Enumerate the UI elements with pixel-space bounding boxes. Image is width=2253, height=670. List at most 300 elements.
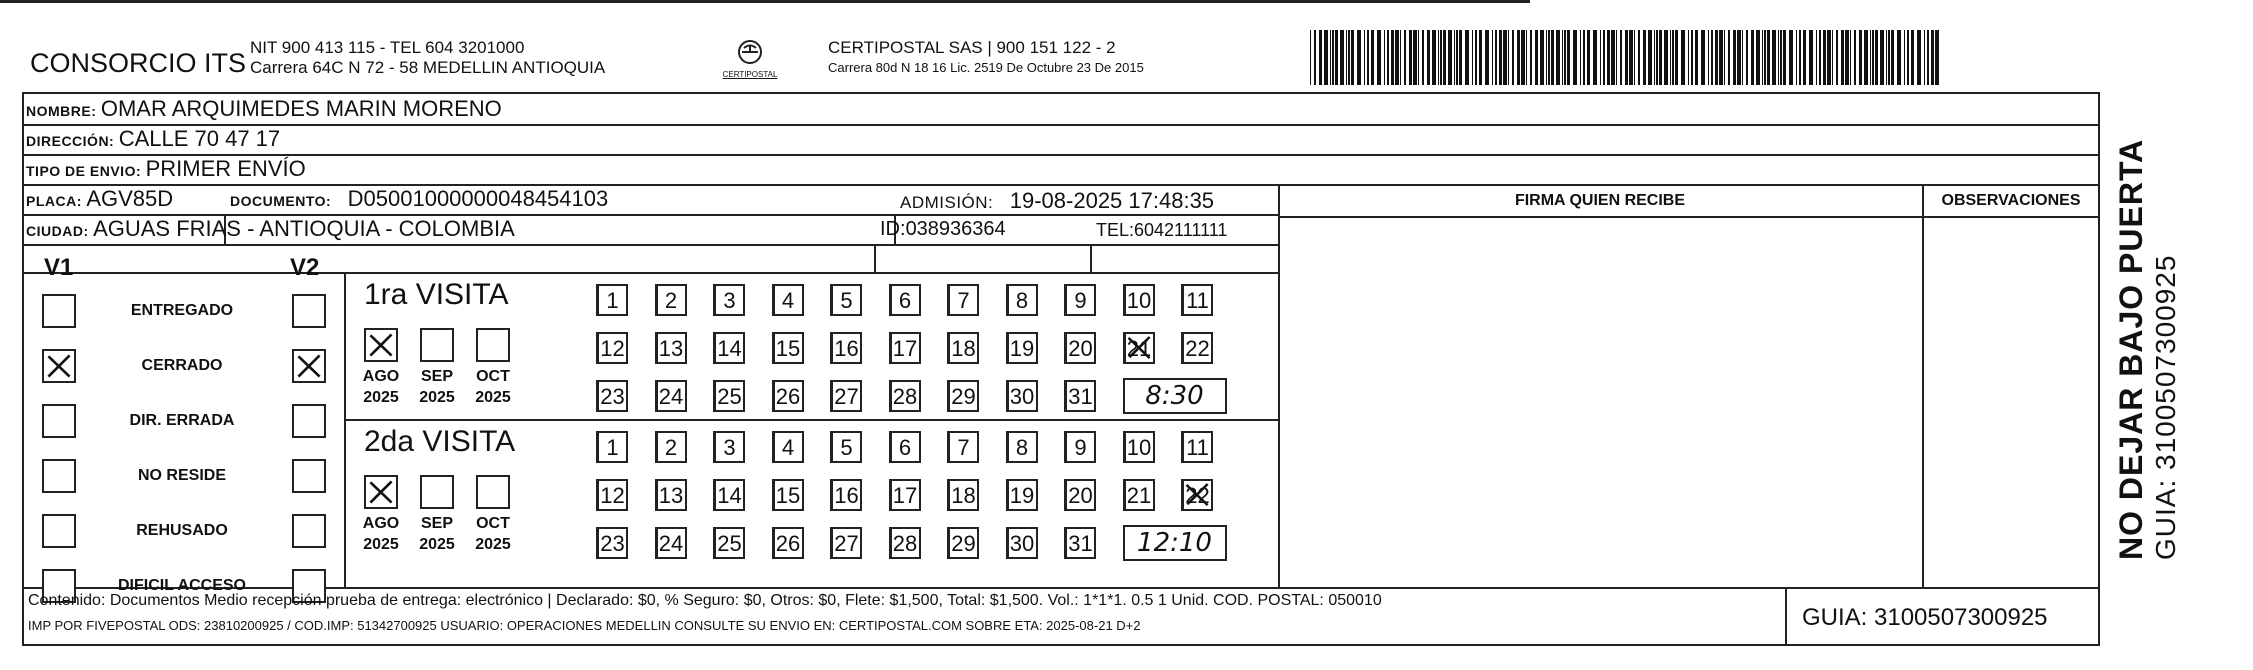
month-year: 2025 bbox=[363, 536, 399, 553]
barcode-bar bbox=[1371, 30, 1374, 85]
barcode-bar bbox=[1556, 30, 1560, 85]
day-box[interactable]: 20 bbox=[1064, 479, 1096, 511]
barcode-bar bbox=[1456, 30, 1458, 85]
barcode-bar bbox=[1310, 30, 1311, 85]
barcode-bar bbox=[1688, 30, 1689, 85]
placa-row bbox=[26, 186, 173, 212]
barcode-bar bbox=[1620, 30, 1622, 85]
barcode-bar bbox=[1783, 30, 1786, 85]
barcode-bar bbox=[1377, 30, 1381, 85]
col-divider bbox=[1278, 184, 1280, 587]
certipostal-info bbox=[828, 38, 1144, 78]
day-box[interactable]: 24 bbox=[655, 527, 687, 559]
day-box[interactable]: 10 bbox=[1123, 431, 1155, 463]
day-box[interactable]: 12 bbox=[596, 332, 628, 364]
day-box[interactable]: 8 bbox=[1006, 431, 1038, 463]
barcode-bar bbox=[1351, 30, 1354, 85]
day-box[interactable]: 18 bbox=[947, 332, 979, 364]
barcode-bar bbox=[1567, 30, 1570, 85]
day-box[interactable]: 2 bbox=[655, 284, 687, 316]
status-option-label: DIFICIL ACCESO bbox=[117, 577, 246, 594]
direccion-value: CALLE 70 47 17 bbox=[118, 126, 281, 151]
barcode-bar bbox=[1864, 30, 1868, 85]
barcode-bar bbox=[1670, 30, 1671, 85]
barcode-bar bbox=[1540, 30, 1544, 85]
barcode-bar bbox=[1654, 30, 1655, 85]
barcode-bar bbox=[1438, 30, 1439, 85]
barcode-bar bbox=[1742, 30, 1743, 85]
barcode-bar bbox=[1395, 30, 1399, 85]
nombre-value: OMAR ARQUIMEDES MARIN MORENO bbox=[100, 96, 502, 121]
day-box[interactable]: 15 bbox=[772, 479, 804, 511]
barcode-bar bbox=[1485, 30, 1489, 85]
v2-header: V2 bbox=[290, 254, 320, 281]
tel-label: TEL: bbox=[1096, 220, 1135, 240]
month-checkbox[interactable] bbox=[420, 328, 454, 362]
barcode-bar bbox=[1823, 30, 1826, 85]
day-box[interactable]: 2 bbox=[655, 431, 687, 463]
barcode-bar bbox=[1418, 30, 1419, 85]
col-divider bbox=[874, 244, 876, 272]
barcode-bar bbox=[1778, 30, 1779, 85]
day-box[interactable]: 22 bbox=[1181, 332, 1213, 364]
day-box[interactable]: 29 bbox=[947, 380, 979, 412]
barcode-bar bbox=[1691, 30, 1693, 85]
day-box[interactable]: 8 bbox=[1006, 284, 1038, 316]
month-year: 2025 bbox=[475, 389, 511, 406]
day-box[interactable]: 23 bbox=[596, 527, 628, 559]
day-box[interactable]: 9 bbox=[1064, 431, 1096, 463]
barcode-bar bbox=[1364, 30, 1365, 85]
month-year: 2025 bbox=[419, 536, 455, 553]
v1-checkbox[interactable] bbox=[42, 459, 76, 493]
day-box[interactable]: 7 bbox=[947, 284, 979, 316]
barcode-bar bbox=[1409, 30, 1412, 85]
v1-checkbox[interactable] bbox=[42, 404, 76, 438]
day-box[interactable]: 27 bbox=[830, 380, 862, 412]
v1-checkbox[interactable] bbox=[42, 294, 76, 328]
barcode-bar bbox=[1616, 30, 1617, 85]
documento-row bbox=[230, 186, 608, 212]
day-box[interactable]: 28 bbox=[889, 380, 921, 412]
status-option-label: NO RESIDE bbox=[137, 467, 226, 484]
barcode-bar bbox=[1888, 30, 1890, 85]
barcode-bar bbox=[1603, 30, 1605, 85]
day-box[interactable]: 4 bbox=[772, 284, 804, 316]
barcode-bar bbox=[1819, 30, 1821, 85]
day-box[interactable]: 12 bbox=[596, 479, 628, 511]
nombre-label: NOMBRE: bbox=[26, 103, 97, 119]
admision-value: 19-08-2025 17:48:35 bbox=[1009, 188, 1215, 213]
day-box[interactable]: 6 bbox=[889, 284, 921, 316]
barcode-bar bbox=[1367, 30, 1369, 85]
day-box[interactable]: 7 bbox=[947, 431, 979, 463]
barcode-bar bbox=[1580, 30, 1581, 85]
tel-value: 6042111111 bbox=[1134, 220, 1228, 240]
barcode-bar bbox=[1459, 30, 1462, 85]
status-option-label: REHUSADO bbox=[136, 522, 228, 539]
barcode-bar bbox=[1827, 30, 1831, 85]
barcode-bar bbox=[1583, 30, 1585, 85]
direccion-label: DIRECCIÓN: bbox=[26, 133, 115, 149]
v2-checkbox[interactable] bbox=[292, 459, 326, 493]
barcode-bar bbox=[1897, 30, 1901, 85]
visit-time: 12:10 bbox=[1123, 525, 1227, 561]
barcode-bar bbox=[1875, 30, 1878, 85]
month-label bbox=[356, 513, 406, 555]
barcode-bar bbox=[1737, 30, 1741, 85]
day-box[interactable]: 28 bbox=[889, 527, 921, 559]
barcode-bar bbox=[1330, 30, 1331, 85]
logo-text: CERTIPOSTAL bbox=[722, 70, 778, 79]
month-name: SEP bbox=[420, 515, 453, 532]
barcode-bar bbox=[1548, 30, 1550, 85]
barcode-bar bbox=[1681, 30, 1685, 85]
barcode-bar bbox=[1695, 30, 1698, 85]
barcode-bar bbox=[1664, 30, 1668, 85]
month-name: SEP bbox=[420, 368, 453, 385]
barcode-bar bbox=[1512, 30, 1514, 85]
nombre-row bbox=[26, 96, 502, 122]
barcode-bar bbox=[1517, 30, 1520, 85]
barcode-bar bbox=[1850, 30, 1851, 85]
day-box[interactable]: 11 bbox=[1181, 284, 1213, 316]
footer-guia: GUIA: 3100507300925 bbox=[1802, 604, 2048, 631]
day-box[interactable]: 10 bbox=[1123, 284, 1155, 316]
side-text bbox=[2113, 139, 2182, 560]
day-number: 22 bbox=[1185, 483, 1210, 508]
barcode-bar bbox=[1870, 30, 1871, 85]
barcode-bar bbox=[1427, 30, 1430, 85]
barcode-bar bbox=[1472, 30, 1473, 85]
barcode-bar bbox=[1832, 30, 1833, 85]
day-box[interactable]: 31 bbox=[1064, 380, 1096, 412]
month-name: OCT bbox=[476, 368, 510, 385]
col-divider bbox=[344, 272, 346, 587]
month-name: AGO bbox=[362, 368, 400, 385]
barcode-bar bbox=[1432, 30, 1436, 85]
barcode-bar bbox=[1841, 30, 1844, 85]
barcode-bar bbox=[1836, 30, 1838, 85]
barcode-bar bbox=[1634, 30, 1635, 85]
barcode-bar bbox=[1767, 30, 1770, 85]
direccion-row bbox=[26, 126, 280, 152]
month-label bbox=[468, 513, 518, 555]
day-box[interactable]: 9 bbox=[1064, 284, 1096, 316]
barcode-bar bbox=[1924, 30, 1925, 85]
barcode-bar bbox=[1809, 30, 1813, 85]
barcode-bar bbox=[1593, 30, 1597, 85]
barcode-bar bbox=[1346, 30, 1347, 85]
day-box[interactable]: 20 bbox=[1064, 332, 1096, 364]
day-box[interactable]: 13 bbox=[655, 479, 687, 511]
barcode-bar bbox=[1479, 30, 1482, 85]
day-box[interactable]: 24 bbox=[655, 380, 687, 412]
form-frame bbox=[22, 92, 2100, 646]
barcode-bar bbox=[1625, 30, 1628, 85]
day-box[interactable]: 26 bbox=[772, 380, 804, 412]
barcode-bar bbox=[1391, 30, 1394, 85]
day-box[interactable]: 30 bbox=[1006, 527, 1038, 559]
month-checkbox[interactable] bbox=[420, 475, 454, 509]
barcode-bar bbox=[1314, 30, 1316, 85]
barcode-bar bbox=[1880, 30, 1884, 85]
barcode-bar bbox=[1796, 30, 1797, 85]
barcode-bar bbox=[1564, 30, 1566, 85]
day-number: 21 bbox=[1126, 336, 1152, 361]
day-box[interactable]: 5 bbox=[830, 431, 862, 463]
day-box[interactable]: 19 bbox=[1006, 332, 1038, 364]
top-border-line bbox=[0, 0, 1530, 3]
day-box[interactable]: 1 bbox=[596, 284, 628, 316]
day-box[interactable]: 14 bbox=[713, 479, 745, 511]
barcode-bar bbox=[1733, 30, 1736, 85]
barcode-bar bbox=[1448, 30, 1452, 85]
barcode-bar bbox=[1499, 30, 1502, 85]
day-box[interactable]: 1 bbox=[596, 431, 628, 463]
v2-checkbox[interactable] bbox=[292, 514, 326, 548]
barcode-bar bbox=[1629, 30, 1633, 85]
barcode-bar bbox=[1643, 30, 1646, 85]
firma-header: FIRMA QUIEN RECIBE bbox=[1514, 192, 1686, 209]
barcode-bar bbox=[1672, 30, 1674, 85]
barcode-bar bbox=[1638, 30, 1640, 85]
day-box[interactable]: 17 bbox=[889, 332, 921, 364]
barcode-bar bbox=[1935, 30, 1939, 85]
barcode-bar bbox=[1530, 30, 1532, 85]
barcode-bar bbox=[1495, 30, 1497, 85]
status-option-label: ENTREGADO bbox=[130, 302, 234, 319]
barcode-bar bbox=[1587, 30, 1590, 85]
barcode-bar bbox=[1348, 30, 1350, 85]
certipostal-sub: Carrera 80d N 18 16 Lic. 2519 De Octubre 23 De 2015 bbox=[828, 60, 1144, 75]
v1-header: V1 bbox=[44, 254, 74, 281]
barcode-bar bbox=[1600, 30, 1601, 85]
v1-checkbox[interactable] bbox=[42, 349, 76, 383]
barcode-bar bbox=[1886, 30, 1887, 85]
barcode-bar bbox=[1927, 30, 1929, 85]
barcode-bar bbox=[1780, 30, 1782, 85]
barcode-bar bbox=[1708, 30, 1709, 85]
month-label bbox=[412, 366, 462, 408]
day-box[interactable]: 3 bbox=[713, 431, 745, 463]
id-row bbox=[880, 218, 1006, 241]
barcode-bar bbox=[1413, 30, 1417, 85]
id-label: ID: bbox=[880, 218, 906, 240]
barcode-bar bbox=[1475, 30, 1477, 85]
barcode-bar bbox=[1789, 30, 1793, 85]
day-box[interactable] bbox=[1181, 479, 1213, 511]
day-box[interactable] bbox=[1123, 332, 1155, 364]
barcode-bar bbox=[1526, 30, 1527, 85]
month-label bbox=[356, 366, 406, 408]
barcode-bar bbox=[1440, 30, 1442, 85]
side-guia: GUIA: 3100507300925 bbox=[2150, 254, 2181, 560]
barcode-bar bbox=[1872, 30, 1874, 85]
day-box[interactable]: 29 bbox=[947, 527, 979, 559]
ciudad-label: CIUDAD: bbox=[26, 223, 89, 239]
visit-divider bbox=[344, 419, 1278, 421]
barcode-bar bbox=[1904, 30, 1905, 85]
barcode-bar bbox=[1803, 30, 1806, 85]
barcode-bar bbox=[1324, 30, 1328, 85]
barcode-bar bbox=[1746, 30, 1748, 85]
day-box[interactable]: 25 bbox=[713, 527, 745, 559]
barcode-bar bbox=[1675, 30, 1678, 85]
barcode-bar bbox=[1492, 30, 1493, 85]
barcode-bar bbox=[1907, 30, 1909, 85]
barcode bbox=[1310, 30, 1940, 85]
visit-title: 1ra VISITA bbox=[364, 278, 509, 311]
day-box[interactable]: 18 bbox=[947, 479, 979, 511]
barcode-bar bbox=[1573, 30, 1577, 85]
day-box[interactable]: 30 bbox=[1006, 380, 1038, 412]
nit-line: NIT 900 413 115 - TEL 604 3201000 bbox=[250, 38, 525, 57]
barcode-bar bbox=[1854, 30, 1856, 85]
v1-checkbox[interactable] bbox=[42, 514, 76, 548]
barcode-bar bbox=[1611, 30, 1615, 85]
visit-time: 8:30 bbox=[1123, 378, 1227, 414]
barcode-bar bbox=[1551, 30, 1554, 85]
footer-line2: IMP POR FIVEPOSTAL ODS: 23810200925 / COD.IMP: 51342700925 USUARIO: OPERACIONES MEDELLIN CONSULTE SU ENVIO EN: CERTIPOSTAL.COM SOBRE ETA: 2025-08-21 D+2 bbox=[28, 618, 1141, 633]
col-divider bbox=[1090, 244, 1092, 272]
row-divider bbox=[24, 272, 1278, 274]
admision-label: ADMISIÓN: bbox=[900, 193, 994, 212]
address-line: Carrera 64C N 72 - 58 MEDELLIN ANTIOQUIA bbox=[250, 58, 606, 77]
day-box[interactable]: 15 bbox=[772, 332, 804, 364]
v2-checkbox[interactable] bbox=[292, 294, 326, 328]
barcode-bar bbox=[1911, 30, 1914, 85]
day-box[interactable]: 3 bbox=[713, 284, 745, 316]
barcode-bar bbox=[1562, 30, 1563, 85]
barcode-bar bbox=[1340, 30, 1344, 85]
barcode-bar bbox=[1521, 30, 1525, 85]
v2-checkbox[interactable] bbox=[292, 349, 326, 383]
barcode-bar bbox=[1400, 30, 1401, 85]
barcode-bar bbox=[1443, 30, 1446, 85]
barcode-bar bbox=[1332, 30, 1334, 85]
barcode-bar bbox=[1891, 30, 1894, 85]
ciudad-row bbox=[26, 216, 515, 242]
day-box[interactable]: 27 bbox=[830, 527, 862, 559]
month-year: 2025 bbox=[363, 389, 399, 406]
ciudad-value: AGUAS FRIAS - ANTIOQUIA - COLOMBIA bbox=[93, 216, 515, 241]
observaciones-header: OBSERVACIONES bbox=[1941, 192, 2081, 209]
barcode-bar bbox=[1816, 30, 1817, 85]
barcode-bar bbox=[1357, 30, 1361, 85]
barcode-bar bbox=[1859, 30, 1862, 85]
month-checkbox[interactable] bbox=[476, 475, 510, 509]
barcode-bar bbox=[1546, 30, 1547, 85]
visit-title: 2da VISITA bbox=[364, 425, 516, 458]
barcode-bar bbox=[1319, 30, 1322, 85]
day-box[interactable]: 4 bbox=[772, 431, 804, 463]
barcode-bar bbox=[1454, 30, 1455, 85]
documento-label: DOCUMENTO: bbox=[230, 193, 332, 209]
month-checkbox[interactable] bbox=[364, 328, 398, 362]
barcode-bar bbox=[1335, 30, 1338, 85]
barcode-bar bbox=[1656, 30, 1658, 85]
documento-value: D05001000000048454103 bbox=[347, 186, 609, 211]
barcode-bar bbox=[1719, 30, 1723, 85]
barcode-bar bbox=[1715, 30, 1718, 85]
barcode-bar bbox=[1535, 30, 1538, 85]
day-box[interactable]: 21 bbox=[1123, 479, 1155, 511]
day-box[interactable]: 16 bbox=[830, 479, 862, 511]
barcode-bar bbox=[1422, 30, 1424, 85]
day-box[interactable]: 11 bbox=[1181, 431, 1213, 463]
barcode-bar bbox=[1764, 30, 1766, 85]
day-box[interactable]: 31 bbox=[1064, 527, 1096, 559]
barcode-bar bbox=[1387, 30, 1389, 85]
month-label bbox=[468, 366, 518, 408]
day-box[interactable]: 23 bbox=[596, 380, 628, 412]
barcode-bar bbox=[1404, 30, 1406, 85]
barcode-bar bbox=[1648, 30, 1652, 85]
col-divider bbox=[1922, 184, 1924, 587]
v2-checkbox[interactable] bbox=[292, 404, 326, 438]
status-option-label: DIR. ERRADA bbox=[129, 412, 235, 429]
company-name: CONSORCIO ITS bbox=[30, 48, 247, 78]
row-divider bbox=[24, 124, 2098, 126]
barcode-bar bbox=[1503, 30, 1507, 85]
barcode-bar bbox=[1508, 30, 1509, 85]
placa-label: PLACA: bbox=[26, 193, 82, 209]
barcode-bar bbox=[1756, 30, 1760, 85]
barcode-bar bbox=[1607, 30, 1610, 85]
barcode-bar bbox=[1772, 30, 1776, 85]
tipo-value: PRIMER ENVÍO bbox=[145, 156, 306, 181]
day-box[interactable]: 19 bbox=[1006, 479, 1038, 511]
month-checkbox[interactable] bbox=[364, 475, 398, 509]
id-value: 038936364 bbox=[905, 218, 1006, 240]
barcode-bar bbox=[1384, 30, 1385, 85]
barcode-bar bbox=[1701, 30, 1705, 85]
day-box[interactable]: 6 bbox=[889, 431, 921, 463]
day-box[interactable]: 5 bbox=[830, 284, 862, 316]
certipostal-logo bbox=[720, 36, 780, 86]
day-box[interactable]: 17 bbox=[889, 479, 921, 511]
day-box[interactable]: 14 bbox=[713, 332, 745, 364]
day-box[interactable]: 16 bbox=[830, 332, 862, 364]
month-label bbox=[412, 513, 462, 555]
barcode-bar bbox=[1728, 30, 1730, 85]
barcode-bar bbox=[1659, 30, 1662, 85]
month-name: OCT bbox=[476, 515, 510, 532]
col-divider bbox=[1785, 587, 1787, 644]
day-box[interactable]: 13 bbox=[655, 332, 687, 364]
row-divider bbox=[1278, 216, 2098, 218]
month-checkbox[interactable] bbox=[476, 328, 510, 362]
barcode-bar bbox=[1917, 30, 1921, 85]
row-divider bbox=[24, 154, 2098, 156]
barcode-bar bbox=[1724, 30, 1725, 85]
barcode-bar bbox=[1845, 30, 1849, 85]
month-name: AGO bbox=[362, 515, 400, 532]
barcode-bar bbox=[1751, 30, 1754, 85]
tipo-label: TIPO DE ENVIO: bbox=[26, 163, 142, 179]
day-box[interactable]: 25 bbox=[713, 380, 745, 412]
certipostal-line: CERTIPOSTAL SAS | 900 151 122 - 2 bbox=[828, 38, 1116, 57]
barcode-bar bbox=[1931, 30, 1934, 85]
day-box[interactable]: 26 bbox=[772, 527, 804, 559]
barcode-bar bbox=[1711, 30, 1713, 85]
barcode-bar bbox=[1762, 30, 1763, 85]
tipo-row bbox=[26, 156, 306, 182]
status-option-label: CERRADO bbox=[141, 357, 223, 374]
barcode-bar bbox=[1799, 30, 1801, 85]
company-info bbox=[250, 38, 605, 78]
